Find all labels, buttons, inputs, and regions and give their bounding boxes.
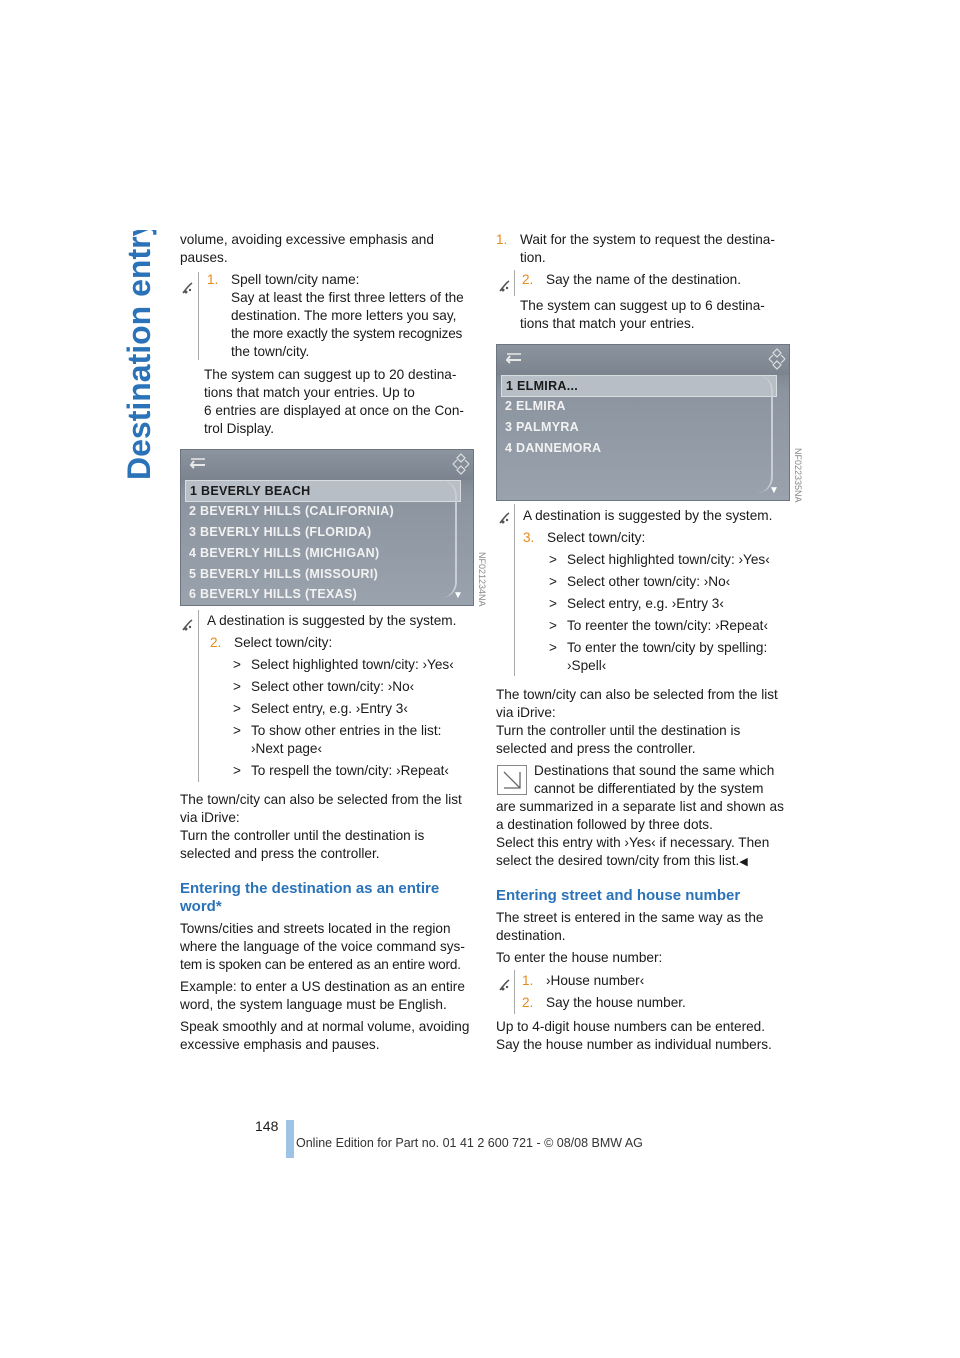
text-line: A destination is suggested by the system. [207,613,457,628]
text-line: To enter the house number: [496,950,663,965]
bullet-text: To reenter the town/city: ›Repeat‹ [567,618,768,633]
footer-bar [286,1120,294,1158]
controller-icon [451,453,471,480]
screen-list-item: 2 ELMIRA [505,399,566,413]
bullet-text: ›Spell‹ [567,658,607,673]
screen-list-item: 4 DANNEMORA [505,441,602,455]
screen-list-item: 6 BEVERLY HILLS (TEXAS) [189,587,358,601]
screen-topbar [497,345,789,375]
right-body [496,909,796,967]
divider [198,610,199,782]
bullet-text: To show other entries in the list: [251,723,442,738]
text-line: selected and press the controller. [180,846,380,861]
step-number: 1. [207,272,219,287]
bullet-text: Select entry, e.g. ›Entry 3‹ [567,596,724,611]
step-number: 2. [522,995,534,1010]
text-line: Select this entry with ›Yes‹ if necessary. Then [496,835,770,850]
screen-list-item: 5 BEVERLY HILLS (MISSOURI) [189,567,379,581]
voice-icon [180,617,196,633]
step-title: Say the house number. [546,995,686,1010]
text-line: The street is entered in the same way as the [496,910,764,925]
step-title: Say the name of the destination. [546,272,741,287]
voice-icon [497,977,513,993]
divider [198,272,199,360]
section-heading: Entering street and house number [496,887,741,904]
screen-list-item: 1 BEVERLY BEACH [185,480,461,502]
right-step1 [496,231,796,267]
right-suggested-block: A destination is suggested by the system. 3. Select town/city: > Select highlighted town/city: ›Yes‹ > Select other town/city: ›No‹ > Select entry, e.g. ›Entry 3‹ > To reenter the town/city: ›Repeat‹ > To enter the town/city by spelling: ›Spell‹ [523,507,798,675]
text-line: select the desired town/city from this list. [496,853,740,868]
text-line: selected and press the controller. [496,741,696,756]
text-line: tem is spoken can be entered as an entire word. [180,957,461,972]
divider [514,970,515,1014]
screen-list-item: 1 ELMIRA... [501,375,777,397]
text-line: Turn the controller until the destination is [180,828,425,843]
text-line: destination. [496,928,566,943]
bullet-text: Select highlighted town/city: ›Yes‹ [251,657,454,672]
control-display-screen [180,449,474,606]
scroll-rail [441,480,457,598]
right-heading [496,887,796,905]
step-title: Select town/city: [234,635,333,650]
section-heading: Entering the destination as an entire [180,880,440,897]
scroll-down-icon: ▼ [769,485,779,496]
step-title: Select town/city: [547,530,646,545]
side-title [70,230,160,490]
text-line: volume, avoiding excessive emphasis and [180,232,434,247]
text-line: Speak smoothly and at normal volume, avoiding [180,1019,470,1034]
screen-topbar [181,450,473,480]
text-line: The system can suggest up to 6 destina- [520,298,765,313]
screen-list-item: 3 PALMYRA [505,420,580,434]
back-arrow-icon [187,456,209,477]
right-house-number-steps [522,972,792,1012]
text-line: tion. [520,250,546,265]
text-line: are summarized in a separate list and shown as [496,799,784,814]
left-idrive [180,791,480,863]
divider [514,504,515,676]
text-line: The town/city can also be selected from the list [180,792,462,807]
bullet-text: Select other town/city: ›No‹ [567,574,731,589]
bullet-text: To respell the town/city: ›Repeat‹ [251,763,449,778]
controller-icon [767,348,787,375]
right-final [496,1018,796,1054]
image-code: NF022335NA [793,448,803,503]
text-line: The system can suggest up to 20 destina- [204,367,457,382]
scroll-down-icon: ▼ [453,590,463,601]
bullet-text: To enter the town/city by spelling: [567,640,768,655]
text-line: Turn the controller until the destination is [496,723,741,738]
back-arrow-icon [503,351,525,372]
bullet-text: ›Next page‹ [251,741,323,756]
text-line: Up to 4-digit house numbers can be entered. [496,1019,766,1034]
screen-list-item: 4 BEVERLY HILLS (MICHIGAN) [189,546,380,560]
voice-icon [180,280,196,296]
right-suggest [520,297,795,333]
scroll-rail [757,375,773,493]
left-intro [180,231,480,267]
bullet-text: Select entry, e.g. ›Entry 3‹ [251,701,408,716]
left-suggested-block: A destination is suggested by the system. 2. Select town/city: > Select highlighted town/city: ›Yes‹ > Select other town/city: ›No‹ > Select entry, e.g. ›Entry 3‹ > To show other entries in the list: ›Next page‹ > To respell the town/city: ›Repeat‹ [207,612,482,780]
text-line: trol Display. [204,421,274,436]
end-mark-icon: ◀ [739,856,748,868]
text-line: Destinations that sound the same which [534,763,775,778]
text-line: The town/city can also be selected from the list [496,687,778,702]
text-line: Wait for the system to request the destina- [520,232,775,247]
bullet-text: Select highlighted town/city: ›Yes‹ [567,552,770,567]
screen-list-item: 3 BEVERLY HILLS (FLORIDA) [189,525,372,539]
right-note [496,762,796,871]
step-number: 2. [210,635,222,650]
step-title: Spell town/city name: [231,272,360,287]
text-line: excessive emphasis and pauses. [180,1037,380,1052]
text-line: destination. The more letters you say, [231,308,457,323]
footer-text: Online Edition for Part no. 01 41 2 600 721 - © 08/08 BMW AG [296,1136,643,1150]
text-line: A destination is suggested by the system. [523,508,773,523]
left-body [180,920,480,1054]
step-number: 1. [496,232,508,247]
text-line: the town/city. [231,344,310,359]
step-number: 3. [523,530,535,545]
left-suggest [204,366,479,438]
text-line: Say at least the first three letters of the [231,290,464,305]
right-idrive [496,686,796,758]
text-line: cannot be differentiated by the system [534,781,764,796]
step-number: 1. [522,973,534,988]
step-number: 2. [522,272,534,287]
text-line: via iDrive: [496,705,556,720]
left-heading [180,880,480,916]
text-line: tions that match your entries. [520,316,695,331]
step-title: ›House number‹ [546,973,645,988]
text-line: tions that match your entries. Up to [204,385,415,400]
right-step2 [522,271,792,289]
text-line: Towns/cities and streets located in the region [180,921,451,936]
page-number: 148 [255,1118,279,1134]
bullet-text: Select other town/city: ›No‹ [251,679,415,694]
control-display-screen [496,344,790,501]
text-line: Example: to enter a US destination as an entire [180,979,465,994]
left-step1 [207,271,477,361]
text-line: pauses. [180,250,228,265]
screen-list-item: 2 BEVERLY HILLS (CALIFORNIA) [189,504,394,518]
text-line: word, the system language must be English. [180,997,447,1012]
voice-icon [497,278,513,294]
text-line: 6 entries are displayed at once on the Con- [204,403,464,418]
divider [514,270,515,296]
section-heading: word* [180,898,222,915]
text-line: Say the house number as individual numbers. [496,1037,772,1052]
text-line: a destination followed by three dots. [496,817,713,832]
voice-icon [497,510,513,526]
text-line: via iDrive: [180,810,240,825]
side-title-text: Destination entry [121,230,157,480]
text-line: the more exactly the system recognizes [231,326,463,341]
text-line: where the language of the voice command sys- [180,939,465,954]
image-code: NF021234NA [477,552,487,607]
